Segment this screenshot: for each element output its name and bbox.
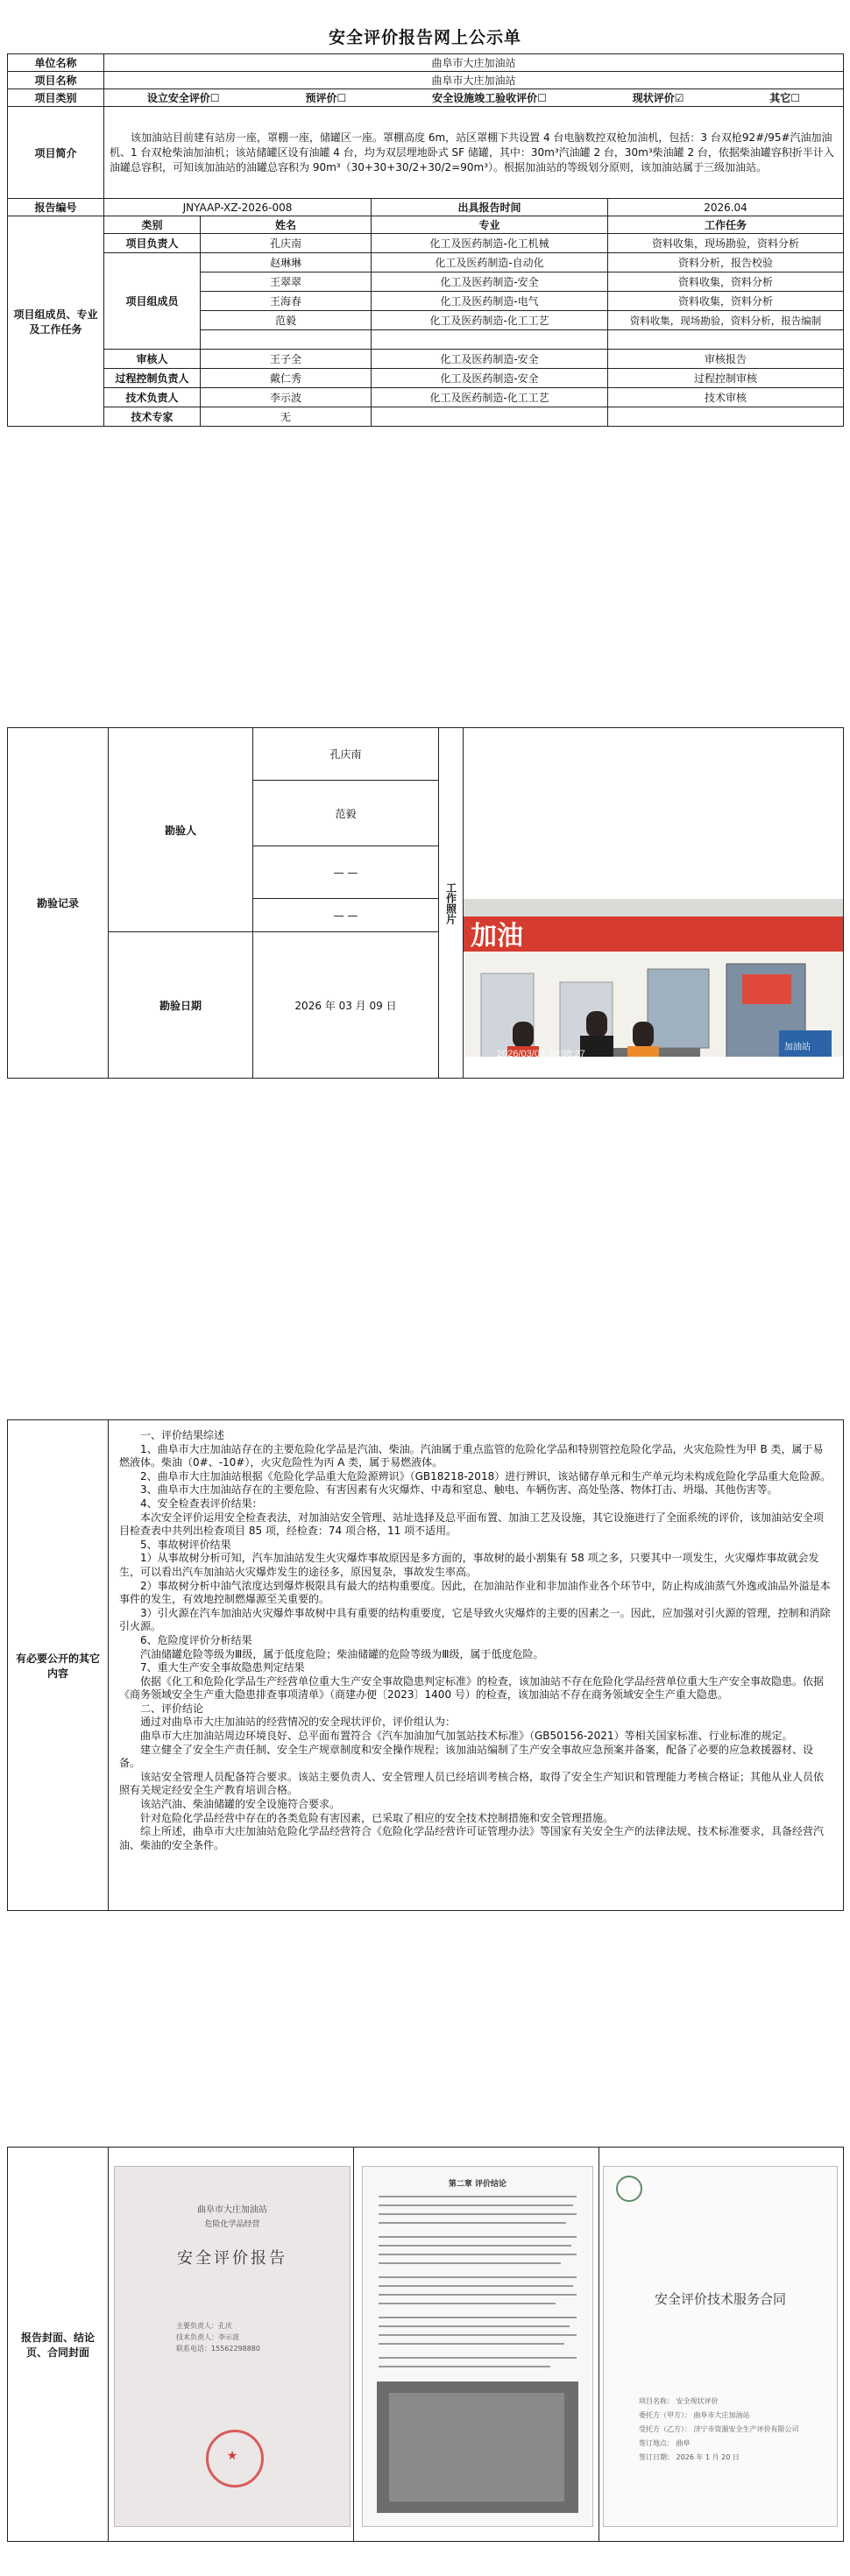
summary-paragraph: 该站汽油、柴油储罐的安全设施符合要求。 [140,1798,341,1811]
logo-icon [616,2176,642,2202]
summary-paragraph: 一、评价结果综述 [140,1429,225,1441]
member-role: 技术专家 [104,407,201,427]
disclosure-table [7,53,844,427]
category-option[interactable]: 现状评价☑ [632,92,684,104]
summary-paragraph: 3、曲阜市大庄加油站存在的主要危险、有害因素有火灾爆炸、中毒和窒息、触电、车辆伤害、高处坠落、物体打击、坍塌、其他伤害等。 [140,1483,778,1497]
page-title: 安全评价报告网上公示单 [328,28,521,47]
member-task: 技术审核 [608,388,844,407]
summary-paragraph: 通过对曲阜市大庄加油站的经营情况的安全现状评价，评价组认为： [140,1716,457,1729]
member-role: 技术负责人 [104,388,201,407]
member-task: 资料收集，资料分析 [608,292,844,311]
team-label: 项目组成员、专业及工作任务 [8,216,104,427]
work-photo [464,750,844,1136]
work-photo-cell [464,728,844,1136]
other-content-label: 有必要公开的其它内容 [8,1420,109,1911]
other-content-table [7,1419,844,1911]
member-major [372,330,608,350]
member-task: 过程控制审核 [608,369,844,388]
member-name: 王海春 [201,292,372,311]
unit-label: 单位名称 [8,54,104,72]
checkbox-icon: ☐ [790,92,801,104]
checkbox-icon: ☐ [209,92,220,104]
photo-timestamp: 2026/03/09 10:38:27 [497,1048,585,1059]
summary-paragraph: 7、重大生产安全事故隐患判定结果 [140,1661,305,1674]
issue-time-label: 出具报告时间 [372,199,608,216]
inspector-name: — — [253,846,439,899]
issue-date: 2026.04 [608,199,844,216]
member-major [372,407,608,427]
member-major: 化工及医药制造-自动化 [372,253,608,272]
gas-station-photo: 加油 加油站 2026/03/09 10:38:27 中国山东省济宁市曲阜市鲁城街道大北路 [464,899,844,1057]
summary-paragraph: 3）引火源在汽车加油站火灾爆炸事故树中具有重要的结构重要度，它是导致火灾爆炸的主要的因素之一。因此，应加强对引火源的管理，控制和消除引火源。 [119,1606,831,1633]
category-options [104,89,844,107]
member-task: 审核报告 [608,350,844,369]
sign-text: 加油 [471,921,523,951]
category-option[interactable]: 安全设施竣工验收评价☐ [432,92,547,104]
summary-paragraph: 2、曲阜市大庄加油站根据《危险化学品重大危险源辨识》（GB18218-2018）进行辨识，该站储存单元和生产单元均未构成危险化学品重大危险源。 [140,1469,832,1483]
record-label: 勘验记录 [8,728,109,1079]
member-major: 化工及医药制造-化工机械 [372,234,608,253]
category-option[interactable]: 预评价☐ [305,92,347,104]
summary-paragraph: 二、评价结论 [140,1702,204,1715]
member-name: 无 [201,407,372,427]
member-name: 李示波 [201,388,372,407]
member-name: 范毅 [201,311,372,330]
summary-paragraph: 曲阜市大庄加油站周边环境良好、总平面布置符合《汽车加油加气加氢站技术标准》（GB50156-2021）等相关国家标准、行业标准的规定。 [140,1730,793,1743]
intro-label: 项目简介 [8,107,104,199]
member-task [608,407,844,427]
member-task: 资料收集，现场勘验，资料分析 [608,234,844,253]
member-task: 资料收集，资料分析 [608,272,844,292]
svg-text:加油站: 加油站 [784,1042,811,1052]
cover-title: 安全评价报告 [177,2249,287,2268]
member-role: 审核人 [104,350,201,369]
summary-paragraph: 综上所述，曲阜市大庄加油站危险化学品经营符合《危险化学品经营许可证管理办法》等国家有关安全生产的法律法规、技术标准要求，具备经营汽油、柴油的安全条件。 [119,1825,825,1851]
member-name: 王翠翠 [201,272,372,292]
evaluation-summary [109,1420,844,1911]
contract-cover-image: 安全评价技术服务合同 项目名称： 安全现状评价 委托方（甲方）： 曲阜市大庄加油站 受托方（乙方）： 济宁市资源安全生产评价有限公司 签订地点： 曲阜 签订日期： 2026 年 1 月 20 日 [603,2166,838,2527]
col-major: 专业 [372,216,608,234]
member-name [201,330,372,350]
col-name: 姓名 [201,216,372,234]
summary-paragraph: 该站安全管理人员配备符合要求。该站主要负责人、安全管理人员已经培训考核合格，取得了安全生产知识和管理能力考核合格证；其他从业人员依照有关规定经安全生产教育培训合格。 [119,1770,825,1797]
summary-paragraph: 建立健全了安全生产责任制、安全生产规章制度和安全操作规程；该加油站编制了生产安全事故应急预案并备案，配备了必要的应急救援器材、设备。 [119,1743,814,1770]
conclusion-text-lines [363,2167,592,2526]
member-name: 孔庆南 [201,234,372,253]
conclusion-page-image: 第二章 评价结论 [362,2166,593,2527]
report-cover-image: 曲阜市大庄加油站 危险化学品经营 安全评价报告 主要负责人：孔庆 技术负责人：李示波 联系电话：15562298880 ★ [114,2166,351,2527]
summary-paragraph: 5、事故树评价结果 [140,1538,231,1551]
member-task: 资料分析，报告校验 [608,253,844,272]
disclosure-page-1 [7,16,843,427]
member-major: 化工及医药制造-化工工艺 [372,311,608,330]
summary-paragraph: 汽油储罐危险等级为Ⅲ级，属于低度危险；柴油储罐的危险等级为Ⅲ级，属于低度危险。 [140,1647,544,1660]
member-major: 化工及医药制造-安全 [372,272,608,292]
member-major: 化工及医药制造-安全 [372,369,608,388]
attachments-label: 报告封面、结论页、合同封面 [8,2148,109,2542]
summary-paragraph: 1、曲阜市大庄加油站存在的主要危险化学品是汽油、柴油。汽油属于重点监管的危险化学品和特别管控危险化学品，火灾危险性为甲 B 类，属于易燃液体。柴油（0#、-10#），火灾危险性为丙 A 类，属于易燃液体。 [119,1442,824,1469]
col-task: 工作任务 [608,216,844,234]
report-no: JNYAAP-XZ-2026-008 [104,199,372,216]
col-category: 类别 [104,216,201,234]
disclosure-page-3 [7,1419,843,1911]
intro-text: 该加油站目前建有站房一座，罩棚一座，储罐区一座。罩棚高度 6m，站区罩棚下共设置 4 台电脑数控双枪加油机，包括：3 台双枪92#/95#汽油加油机、1 台双枪柴油加油机；该站储罐区设有油罐 4 台，均为双层埋地卧式 SF 储罐，其中：30m³汽油罐 2 台，30m³柴油罐 2 台，依据柴油罐容积折半计入油罐总容积，可知该加油站的油罐总容积为 90m³（30+30+30/2+30/2=90m³）。根据加油站的等级划分原则，该加油站属于三级加油站。 [104,107,844,199]
unit-name: 曲阜市大庄加油站 [104,54,844,72]
project-name: 曲阜市大庄加油站 [104,72,844,89]
summary-paragraph: 1）从事故树分析可知，汽车加油站发生火灾爆炸事故原因是多方面的，事故树的最小割集有 58 项之多，只要其中一项发生，火灾爆炸事故就会发生，可以看出汽车加油站火灾爆炸发生的途径多，原因复杂，事故发生率高。 [119,1552,819,1578]
summary-paragraph: 本次安全评价运用安全检查表法，对加油站安全管理、站址选择及总平面布置、加油工艺及设施，其它设施进行了全面系统的评价，该加油站安全项目检查表中共列出检查项目 85 项，经检查：74 项合格，11 项不适用。 [119,1511,825,1538]
checkbox-checked-icon: ☑ [674,92,684,104]
star-icon: ★ [226,2449,238,2463]
summary-paragraph: 2）事故树分析中油气浓度达到爆炸极限具有最大的结构重要度。因此，在加油站作业和非加油作业各个环节中，防止构成油蒸气外逸或油品外溢是本事件的发生，有效地控制燃爆源至关重要的。 [119,1579,831,1606]
member-role: 过程控制负责人 [104,369,201,388]
member-name: 戴仁秀 [201,369,372,388]
member-role: 项目负责人 [104,234,201,253]
category-label: 项目类别 [8,89,104,107]
summary-paragraph: 针对危险化学品经营中存在的各类危险有害因素，已采取了相应的安全技术控制措施和安全管理措施。 [140,1811,614,1824]
member-major: 化工及医药制造-安全 [372,350,608,369]
report-no-label: 报告编号 [8,199,104,216]
category-option[interactable]: 设立安全评价☐ [146,92,220,104]
inspector-name: 孔庆南 [253,728,439,781]
member-major: 化工及医药制造-化工工艺 [372,388,608,407]
disclosure-page-2 [7,727,843,1136]
inspection-table [7,727,844,1136]
member-role: 项目组成员 [104,253,201,350]
checkbox-icon: ☐ [336,92,347,104]
member-task: 资料收集，现场勘验，资料分析，报告编制 [608,311,844,330]
inspector-name: — — [253,899,439,932]
disclosure-page-4 [7,2147,843,2558]
summary-paragraph: 4、安全检查表评价结果： [140,1497,263,1510]
summary-paragraph: 6、危险度评价分析结果 [140,1633,252,1646]
member-name: 王子全 [201,350,372,369]
inspector-label: 勘验人 [109,728,253,932]
inspector-name: 范毅 [253,781,439,846]
photo-label: 工作照片 [439,728,464,1079]
project-label: 项目名称 [8,72,104,89]
category-option[interactable]: 其它☐ [769,92,801,104]
member-name: 赵琳琳 [201,253,372,272]
member-task [608,330,844,350]
checkbox-icon: ☐ [537,92,547,104]
date-label: 勘验日期 [109,932,253,1079]
contract-title: 安全评价技术服务合同 [654,2291,786,2307]
inspection-date: 2026 年 03 月 09 日 [253,932,439,1079]
member-major: 化工及医药制造-电气 [372,292,608,311]
summary-paragraph: 依据《化工和危险化学品生产经营单位重大生产安全事故隐患判定标准》的检查，该加油站不存在危险化学品经营单位重大生产安全事故隐患。依据《商务领域安全生产重大隐患排查事项清单》（商建办便〔2023〕1400 号）的检查，该加油站不存在商务领域安全生产重大隐患。 [119,1674,825,1702]
